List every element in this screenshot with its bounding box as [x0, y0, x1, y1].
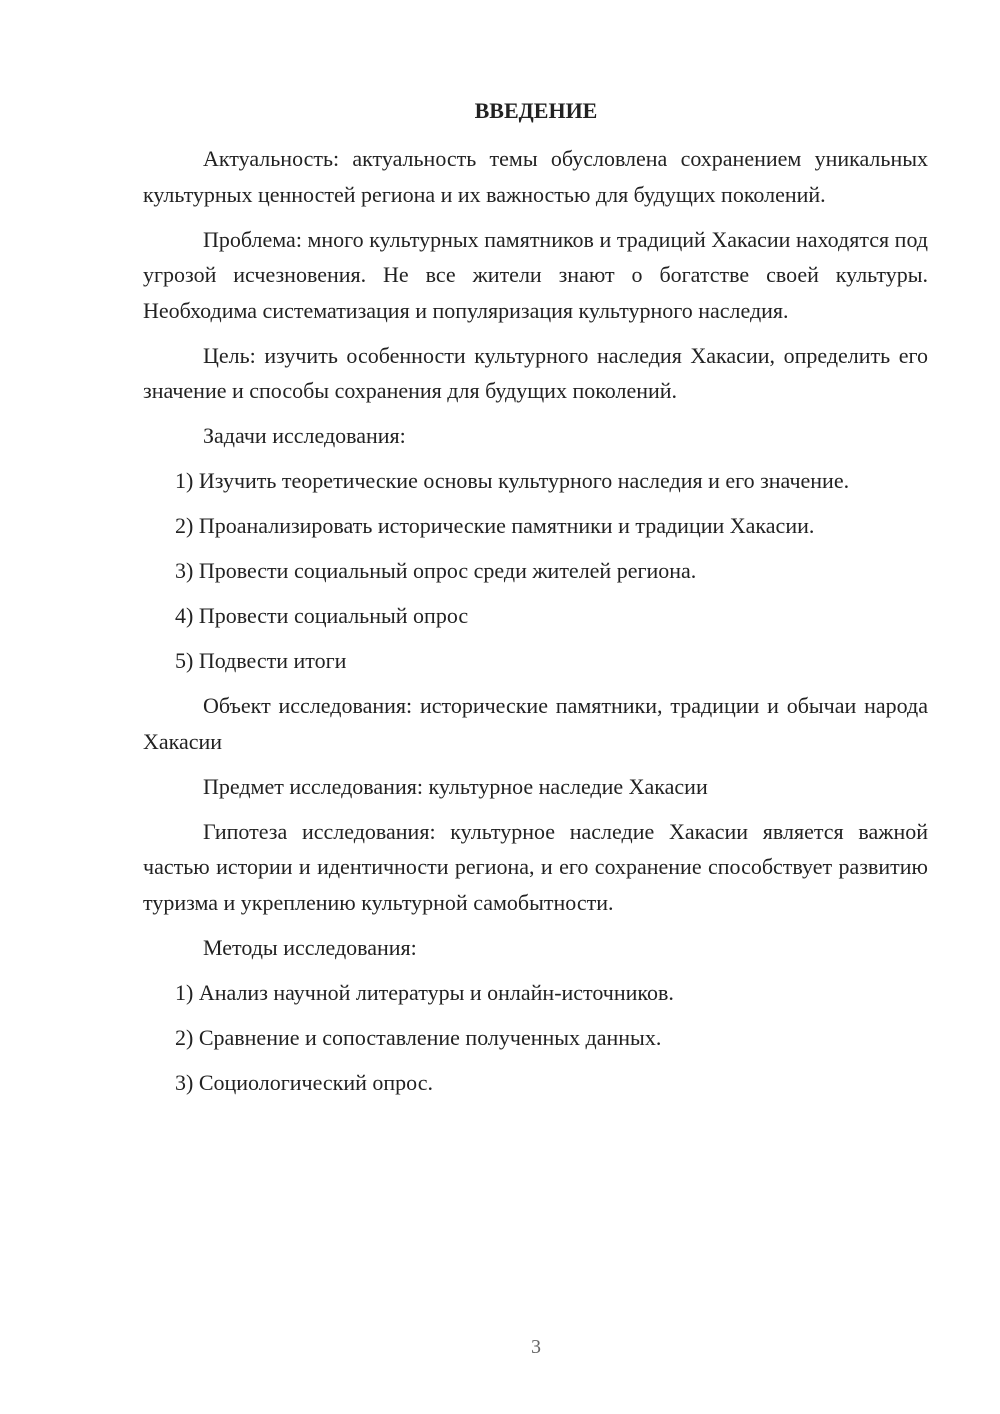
methods-heading: Методы исследования:: [203, 934, 417, 960]
task-item: 4) Провести социальный опрос: [175, 603, 469, 628]
subject-paragraph: Предмет исследования: культурное наследие Хакасии: [203, 773, 708, 799]
page-title: ВВЕДЕНИЕ: [474, 98, 598, 123]
relevance-paragraph: Актуальность: актуальность темы обусловлена сохранением уникальных культурных ценностей региона и их важностью для будущих поколений.: [143, 146, 928, 207]
task-item: 5) Подвести итоги: [175, 648, 347, 673]
document-body: [143, 141, 928, 1110]
problem-paragraph: Проблема: много культурных памятников и традиций Хакасии находятся под угрозой исчезновения. Не все жители знают о богатстве своей культуры. Необходима систематизация и популяризация культурного наследия.: [143, 226, 928, 323]
hypothesis-paragraph: Гипотеза исследования: культурное наследие Хакасии является важной частью истории и идентичности региона, и его сохранение способствует развитию туризма и укреплению культурной самобытности.: [143, 818, 928, 915]
method-item: 2) Сравнение и сопоставление полученных данных.: [175, 1024, 662, 1050]
method-item: 1) Анализ научной литературы и онлайн-источников.: [175, 979, 674, 1005]
object-paragraph: Объект исследования: исторические памятники, традиции и обычаи народа Хакасии: [143, 693, 928, 754]
method-item: 3) Социологический опрос.: [175, 1069, 433, 1095]
tasks-heading: Задачи исследования:: [203, 423, 406, 448]
page-number: 3: [531, 1336, 541, 1358]
task-item: 2) Проанализировать исторические памятники и традиции Хакасии.: [175, 513, 815, 538]
task-item: 3) Провести социальный опрос среди жителей региона.: [175, 558, 697, 583]
goal-paragraph: Цель: изучить особенности культурного наследия Хакасии, определить его значение и способы сохранения для будущих поколений.: [143, 342, 928, 403]
task-item: 1) Изучить теоретические основы культурного наследия и его значение.: [175, 468, 850, 493]
